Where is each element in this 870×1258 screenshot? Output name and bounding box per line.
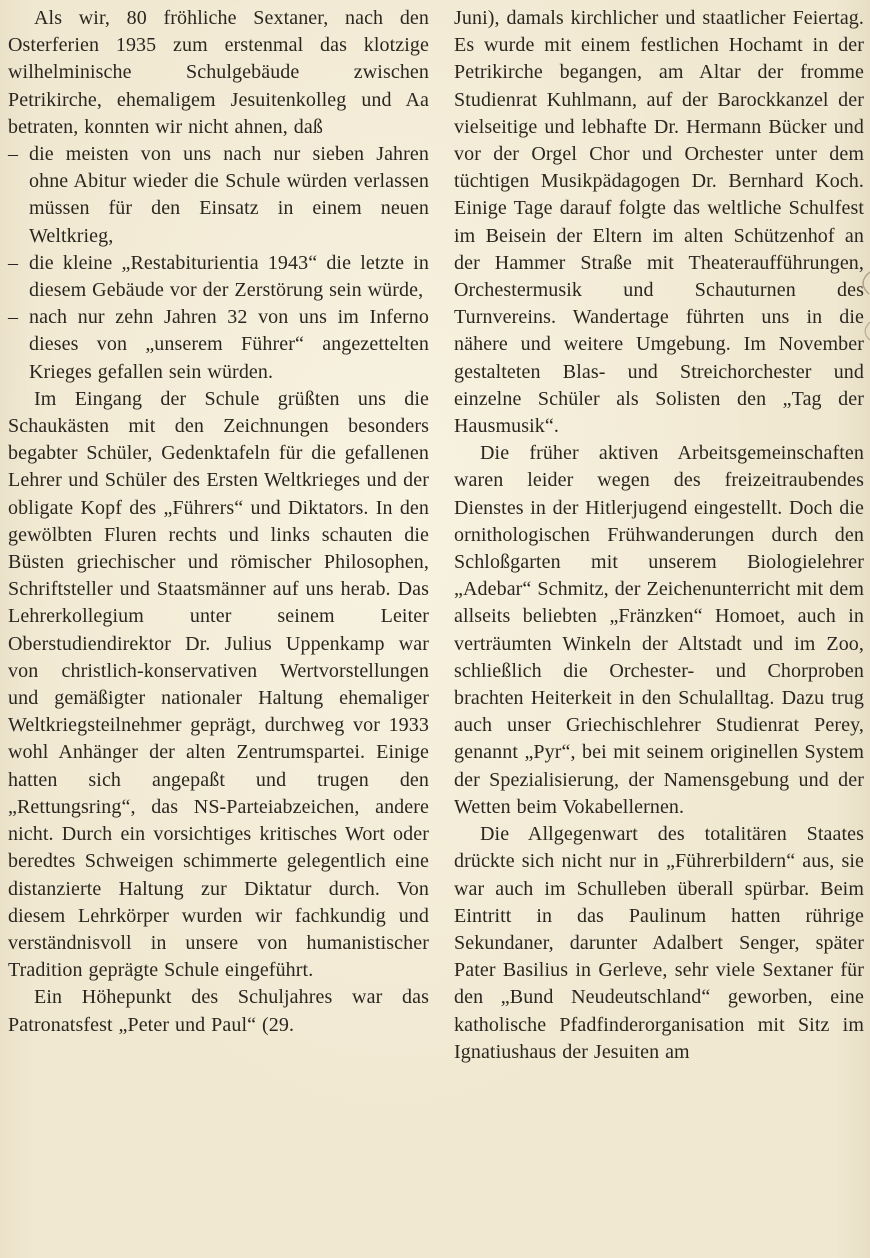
paragraph: Ein Höhepunkt des Schuljahres war das Patronatsfest „Peter und Paul“ (29. (8, 986, 429, 1036)
list-item: – die kleine „Restabiturientia 1943“ die letzte in diesem Gebäude vor der Zerstörung sein würde, (8, 251, 429, 302)
paragraph: Juni), damals kirchlicher und staatlicher Feiertag. Es wurde mit einem festlichen Hochamt in der Petrikirche begangen, am Altar der fromme Studienrat Kuhlmann, auf der Barockkanzel der vielseitige und lebhafte Dr. Hermann Bücker und vor der Orgel Chor und Orchester unter dem tüchtigen Musikpädagogen Dr. Bernhard Koch. Einige Tage darauf folgte das weltliche Schulfest im Beisein der Eltern im alten Schützenhof an der Hammer Straße mit Theateraufführungen, Orchestermusik und Schauturnen des Turnvereins. Wandertage führten uns in die nähere und weitere Umgebung. Im November gestalteten Blas- und Streichorchester und einzelne Schüler als Solisten den „Tag der Hausmusik“. (454, 7, 864, 438)
paragraph: Als wir, 80 fröhliche Sextaner, nach den Osterferien 1935 zum erstenmal das klotzige wilhelminische Schulgebäude zwischen Petrikirche, ehemaligem Jesuitenkolleg und Aa betraten, konnten wir nicht ahnen, daß (8, 7, 429, 138)
paragraph: Die Allgegenwart des totalitären Staates drückte sich nicht nur in „Führerbildern“ aus, sie war auch im Schulleben überall spürbar. Beim Eintritt in das Paulinum hatten rührige Sekundaner, darunter Adalbert Senger, später Pater Basilius in Gerleve, sehr viele Sextaner für den „Bund Neudeutschland“ geworben, eine katholische Pfadfinderorganisation mit Sitz im Ignatiushaus der Jesuiten am (454, 823, 864, 1063)
text-column-left (8, 5, 429, 1258)
list-item: – nach nur zehn Jahren 32 von uns im Inferno dieses von „unserem Führer“ angezettelten Krieges gefallen sein würden. (8, 306, 429, 383)
dash-bullet: – (8, 306, 19, 329)
paragraph: Die früher aktiven Arbeitsgemeinschaften waren leider wegen des freizeitraubendes Dienstes in der Hitlerjugend eingestellt. Doch die ornithologischen Frühwanderungen durch den Schloßgarten mit unserem Biologielehrer „Adebar“ Schmitz, der Zeichenunterricht mit dem allseits beliebten „Fränzken“ Homoet, auch in verträumten Winkeln der Altstadt und im Zoo, schließlich die Orchester- und Chorproben brachten Heiterkeit in den Schulalltag. Dazu trug auch unser Griechischlehrer Studienrat Perey, genannt „Pyr“, bei mit seinem originellen System der Spezialisierung, der Namensgebung und der Wetten beim Vokabellernen. (454, 442, 864, 818)
text-column-right (454, 5, 864, 1258)
paragraph: Im Eingang der Schule grüßten uns die Schaukästen mit den Zeichnungen besonders begabter Schüler, Gedenktafeln für die gefallenen Lehrer und Schüler des Ersten Weltkrieges und der obligate Kopf des „Führers“ und Diktators. In den gewölbten Fluren rechts und links schauten die Büsten griechischer und römischer Philosophen, Schriftsteller und Staatsmänner auf uns herab. Das Lehrerkollegium unter seinem Leiter Oberstudiendirektor Dr. Julius Uppenkamp war von christlich-konservativen Wertvorstellungen und gemäßigter nationaler Haltung ehemaliger Weltkriegsteilnehmer geprägt, durchweg vor 1933 wohl Anhänger der alten Zentrumspartei. Einige hatten sich angepaßt und trugen den „Rettungsring“, das NS-Parteiabzeichen, andere nicht. Durch ein vorsichtiges kritisches Wort oder beredtes Schweigen schimmerte gelegentlich eine distanzierte Haltung zur Diktatur durch. Von diesem Lehrkörper wurden wir fachkundig und verständnisvoll in unsere von humanistischer Tradition geprägte Schule eingeführt. (8, 387, 429, 982)
list-item: – die meisten von uns nach nur sieben Jahren ohne Abitur wieder die Schule würden verlassen müssen für den Einsatz in einem neuen Weltkrieg, (8, 143, 429, 247)
dash-bullet: – (8, 251, 19, 274)
dash-bullet: – (8, 143, 19, 166)
